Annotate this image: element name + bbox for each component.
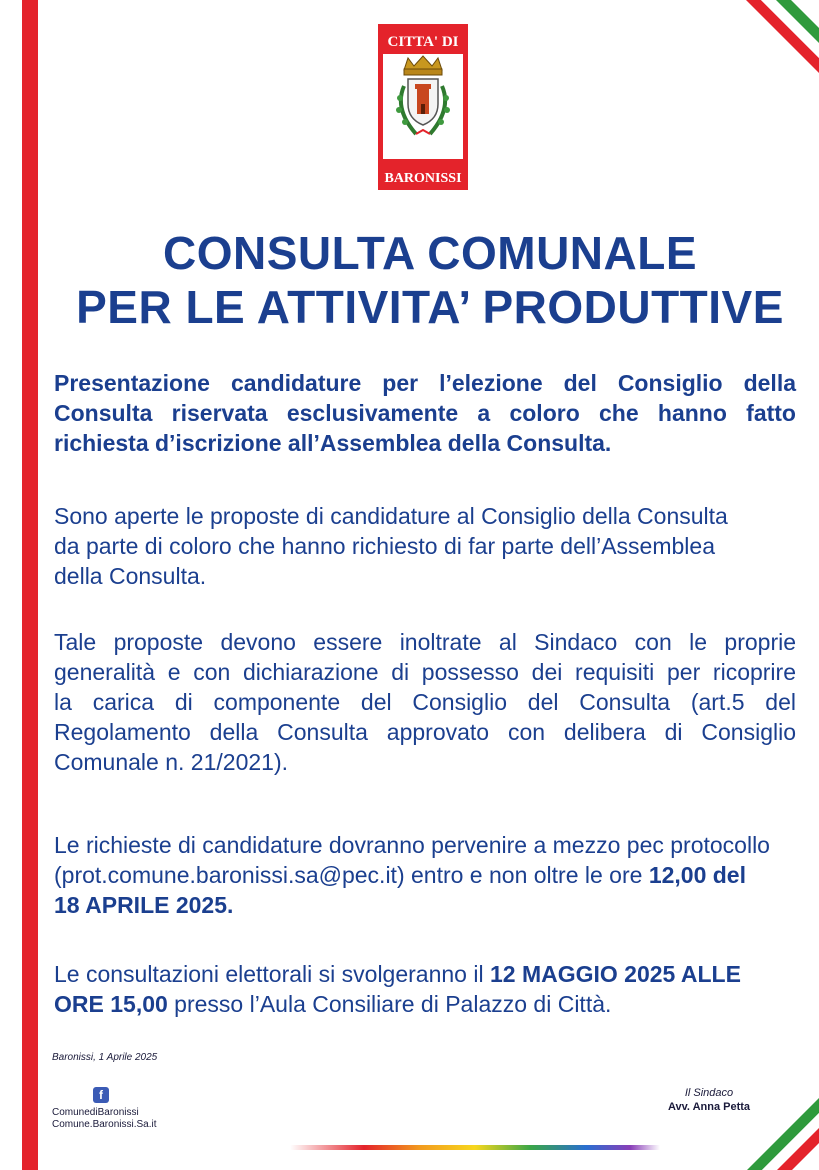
p4-line-2 [54,989,796,1019]
p1-line-3: della Consulta. [54,563,207,589]
election-date: 12 MAGGIO 2025 ALLE [489,961,741,987]
p3-line-3 [54,890,796,920]
title-line-1: CONSULTA COMUNALE [162,227,698,279]
p2-line-1: Tale proposte devono essere inoltrate al Sindaco con le proprie [54,629,796,655]
italian-flag-corner-bottom [719,1070,819,1170]
p2-line-4: Regolamento della Consulta approvato con delibera di Consiglio [54,719,796,745]
facebook-icon[interactable]: f [93,1087,109,1103]
signature-role: Il Sindaco [684,1087,734,1099]
p4-line-1 [54,959,796,989]
p3-line-1: Le richieste di candidature dovranno pervenire a mezzo pec protocollo [54,832,770,858]
election-intro-text: Le consultazioni elettorali si svolgeranno il [54,961,490,987]
paragraph-deadline [54,830,796,920]
p1-line-1: Sono aperte le proposte di candidature al Consiglio della Consulta [54,503,728,529]
paragraph-election [54,959,796,1019]
signature-name: Avv. Anna Petta [667,1101,751,1113]
deadline-date: 18 APRILE 2025. [54,892,234,918]
pec-address-text: (prot.comune.baronissi.sa@pec.it) entro e non oltre le ore [54,862,649,888]
social-links [52,1107,157,1131]
intro-line-3: richiesta d’iscrizione all’Assemblea della Consulta. [54,430,612,456]
crest-top-text: CITTA' DI [387,34,459,50]
p2-line-5: Comunale n. 21/2021). [54,749,288,775]
facebook-handle[interactable]: ComunediBaronissi [52,1107,139,1118]
election-venue-text: presso l’Aula Consiliare di Palazzo di Città. [167,991,612,1017]
intro-paragraph [54,368,796,458]
crest-bottom-text: BARONISSI [384,171,462,186]
deadline-time: 12,00 del [648,862,746,888]
title-line-2: PER LE ATTIVITA’ PRODUTTIVE [76,281,784,333]
rainbow-strip [290,1145,660,1150]
website-link[interactable]: Comune.Baronissi.Sa.it [52,1119,157,1130]
intro-line-2: Consulta riservata esclusivamente a coloro che hanno fatto [54,400,796,426]
signature-block [660,1086,758,1114]
p3-line-2 [54,860,796,890]
p2-line-3: la carica di componente del Consiglio del Consulta (art.5 del [54,689,796,715]
paragraph-candidature [54,501,796,591]
city-crest-logo [378,24,468,190]
p1-line-2: da parte di coloro che hanno richiesto di far parte dell’Assemblea [54,533,715,559]
p2-line-2: generalità e con dichiarazione di possesso dei requisiti per ricoprire [54,659,796,685]
document-date: Baronissi, 1 Aprile 2025 [52,1052,158,1063]
italian-flag-corner-top [719,0,819,100]
left-red-border [22,0,38,1170]
paragraph-requirements [54,627,796,777]
intro-line-1: Presentazione candidature per l’elezione del Consiglio della [54,370,796,396]
election-time: ORE 15,00 [54,991,168,1017]
